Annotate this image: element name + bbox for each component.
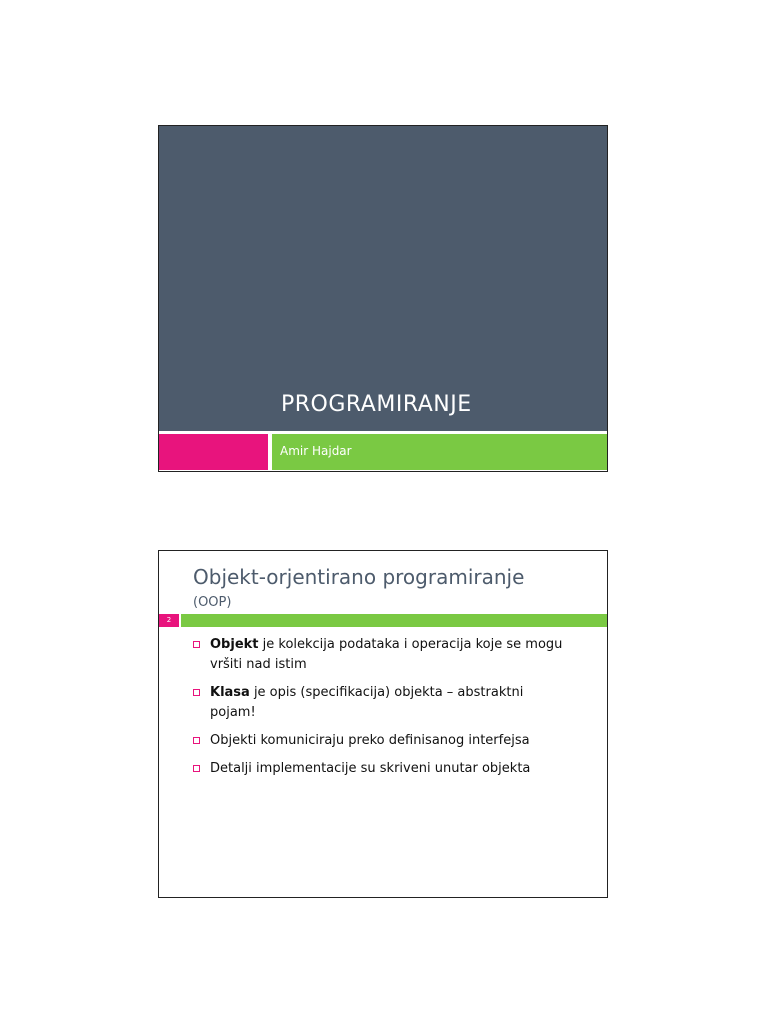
slide-heading: Objekt-orjentirano programiranje <box>193 565 525 589</box>
green-accent-strip <box>272 434 607 470</box>
list-item <box>193 731 573 751</box>
slide-subheading: (OOP) <box>193 595 232 610</box>
pink-accent-bar <box>159 614 179 627</box>
title-panel <box>159 126 607 431</box>
content-slide <box>158 550 608 898</box>
square-bullet-icon <box>193 765 200 772</box>
bullet-text: je kolekcija podataka i operacija koje se mogu vršiti nad istim <box>210 637 563 672</box>
list-item <box>193 759 573 779</box>
green-accent-bar <box>181 614 607 627</box>
slide-title: PROGRAMIRANJE <box>281 392 472 417</box>
bullet-text: Objekti komuniciraju preko definisanog interfejsa <box>210 733 530 748</box>
list-item <box>193 683 573 723</box>
list-item <box>193 635 573 675</box>
bullet-bold: Objekt <box>210 637 259 652</box>
bullet-text: je opis (specifikacija) objekta – abstraktni pojam! <box>210 685 524 720</box>
author-name: Amir Hajdar <box>280 444 352 458</box>
square-bullet-icon <box>193 737 200 744</box>
square-bullet-icon <box>193 641 200 648</box>
pink-accent-strip <box>159 434 268 470</box>
bullet-bold: Klasa <box>210 685 250 700</box>
bullet-text: Detalji implementacije su skriveni unutar objekta <box>210 761 531 776</box>
slide-number: 2 <box>166 616 172 624</box>
square-bullet-icon <box>193 689 200 696</box>
title-slide <box>158 125 608 472</box>
bullet-list <box>193 635 573 787</box>
